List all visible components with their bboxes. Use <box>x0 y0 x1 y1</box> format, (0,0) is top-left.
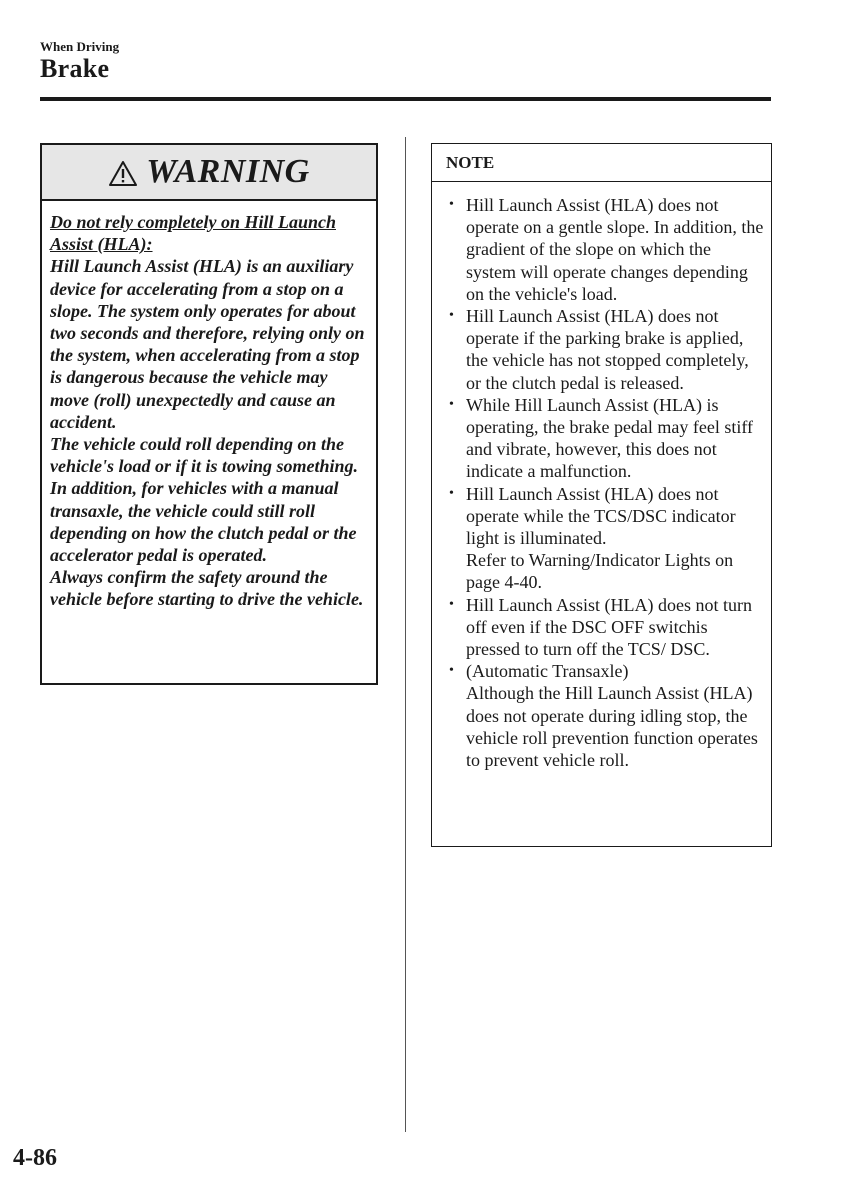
warning-body <box>42 201 376 611</box>
note-item-subtext: Refer to Warning/Indicator Lights on page 4-40. <box>466 550 734 593</box>
note-item <box>432 483 765 594</box>
note-list <box>432 182 771 771</box>
page-title: Brake <box>40 54 110 83</box>
warning-box <box>40 143 378 685</box>
warning-paragraph: The vehicle could roll depending on the vehicle's load or if it is towing something. In addition, for vehicles with a manual transaxle, the vehicle could still roll depending on how the clutch pedal or the accelerator pedal is operated. <box>50 434 359 566</box>
note-item <box>432 305 765 394</box>
note-item-subtext: Although the Hill Launch Assist (HLA) does not operate during idling stop, the vehicle roll prevention function operates to prevent vehicle roll. <box>466 683 758 771</box>
note-item-text: • (Automatic Transaxle) <box>466 661 629 682</box>
note-item <box>432 194 765 305</box>
warning-triangle-icon <box>108 160 138 187</box>
note-header: NOTE <box>432 144 771 182</box>
column-divider <box>405 137 406 1132</box>
warning-paragraph: Always confirm the safety around the vehicle before starting to drive the vehicle. <box>50 567 364 610</box>
section-label: When Driving <box>40 39 120 54</box>
warning-paragraph: Hill Launch Assist (HLA) is an auxiliary device for accelerating from a stop on a slope. The system only operates for about two seconds and therefore, relying only on the system, when accelerating from a stop is dangerous because the vehicle may move (roll) unexpectedly and cause an accident. <box>50 256 365 432</box>
note-item-text: • Hill Launch Assist (HLA) does not turn off even if the DSC OFF switchis pressed to turn off the TCS/ DSC. <box>466 594 752 660</box>
note-item <box>432 594 765 661</box>
header-rule <box>40 97 771 101</box>
page-number: 4-86 <box>13 1145 57 1171</box>
note-item <box>432 660 765 771</box>
warning-header <box>42 145 376 201</box>
note-item-text: • While Hill Launch Assist (HLA) is operating, the brake pedal may feel stiff and vibrate, however, this does not indicate a malfunction. <box>466 394 754 482</box>
warning-title: WARNING <box>146 153 310 190</box>
note-item-text: • Hill Launch Assist (HLA) does not operate if the parking brake is applied, the vehicle has not stopped completely, or the clutch pedal is released. <box>466 306 749 393</box>
note-item <box>432 394 765 483</box>
note-box <box>431 143 772 847</box>
note-item-text: • Hill Launch Assist (HLA) does not operate while the TCS/DSC indicator light is illuminated. <box>466 483 736 549</box>
note-item-text: • Hill Launch Assist (HLA) does not operate on a gentle slope. In addition, the gradient of the slope on which the system will operate changes depending on the vehicle's load. <box>466 195 764 304</box>
warning-lead: Do not rely completely on Hill Launch Assist (HLA): <box>50 212 336 255</box>
